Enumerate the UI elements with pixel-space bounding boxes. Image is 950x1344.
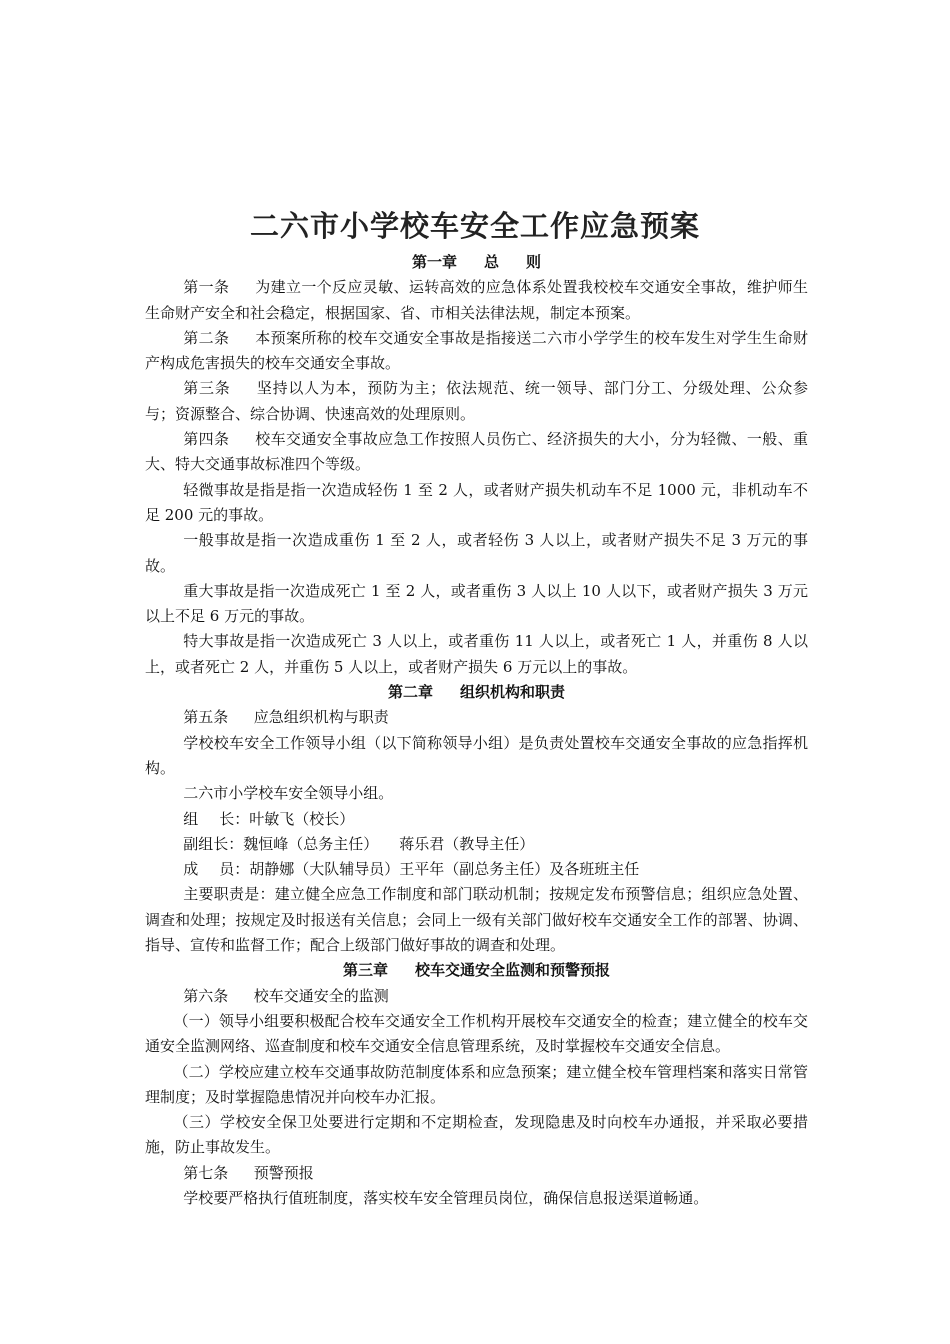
paragraph-leading-group: 学校校车安全工作领导小组（以下简称领导小组）是负责处置校车交通安全事故的应急指挥机构。 [145, 733, 808, 777]
members-line [145, 857, 808, 882]
article-7-label: 第七条 [183, 1163, 229, 1182]
article-6-text: 校车交通安全的监测 [253, 986, 389, 1005]
chapter-1-title-part1: 总 [483, 253, 499, 271]
vice-leader-line [145, 832, 808, 857]
group-leader-label-part2: 长： [219, 809, 250, 828]
group-leader-label-part1: 组 [183, 809, 199, 828]
paragraph-general-accident: 一般事故是指一次造成重伤 1 至 2 人，或者轻伤 3 人以上，或者财产损失不足 3 万元的事故。 [145, 531, 808, 575]
vice-leader-name-2: 蒋乐君（教导主任） [399, 834, 535, 853]
article-2-label: 第二条 [183, 328, 230, 347]
members-label-part2: 员： [219, 860, 250, 879]
article-7-text: 预警预报 [253, 1163, 314, 1182]
members-names: 胡静娜（大队辅导员）王平年（副总务主任）及各班班主任 [249, 860, 640, 879]
article-4 [145, 427, 808, 478]
article-2 [145, 326, 808, 377]
article-5-text: 应急组织机构与职责 [253, 708, 389, 727]
chapter-2-number: 第二章 [387, 683, 433, 702]
article-6 [145, 984, 808, 1009]
paragraph-leading-group-name: 二六市小学校车安全领导小组。 [183, 784, 394, 803]
paragraph-severe-accident: 特大事故是指一次造成死亡 3 人以上，或者重伤 11 人以上，或者死亡 1 人，并重伤 8 人以上，或者死亡 2 人，并重伤 5 人以上，或者财产损失 6 万元以上的事故。 [145, 632, 808, 676]
article-1-text: 为建立一个反应灵敏、运转高效的应急体系处置我校校车交通安全事故，维护师生生命财产安全和社会稳定，根据国家、省、市相关法律法规，制定本预案。 [145, 278, 808, 322]
paragraph-major-accident: 重大事故是指一次造成死亡 1 至 2 人，或者重伤 3 人以上 10 人以下，或者财产损失 3 万元以上不足 6 万元的事故。 [145, 581, 808, 626]
members-label-part1: 成 [183, 860, 199, 879]
paragraph-monitoring-2: （二）学校应建立校车交通事故防范制度体系和应急预案；建立健全校车管理档案和落实日常管理制度；及时掌握隐患情况并向校车办汇报。 [145, 1062, 808, 1106]
chapter-1-heading [145, 250, 808, 275]
group-leader-name: 叶敏飞（校长） [249, 809, 355, 828]
group-leader-line [145, 807, 808, 832]
paragraph-warning: 学校要严格执行值班制度，落实校车安全管理员岗位，确保信息报送渠道畅通。 [183, 1188, 709, 1207]
article-4-text: 校车交通安全事故应急工作按照人员伤亡、经济损失的大小，分为轻微、一般、重大、特大交通事故标准四个等级。 [145, 430, 808, 474]
document-title: 二六市小学校车安全工作应急预案 [249, 209, 700, 243]
chapter-2-heading [145, 680, 808, 705]
paragraph-main-duties: 主要职责是：建立健全应急工作制度和部门联动机制；按规定发布预警信息；组织应急处置、调查和处理；按规定及时报送有关信息；会同上一级有关部门做好校车交通安全工作的部署、协调、指导、宣传和监督工作；配合上级部门做好事故的调查和处理。 [145, 885, 808, 955]
document-body [145, 250, 808, 1211]
article-5 [145, 705, 808, 730]
article-3-label: 第三条 [183, 379, 231, 398]
article-5-label: 第五条 [183, 708, 229, 727]
chapter-1-title-part2: 则 [526, 253, 542, 271]
chapter-3-title: 校车交通安全监测和预警预报 [415, 961, 611, 980]
vice-leader-label: 副组长： [183, 834, 244, 853]
vice-leader-name-1: 魏恒峰（总务主任） [243, 834, 379, 853]
article-6-label: 第六条 [183, 986, 229, 1005]
chapter-2-title: 组织机构和职责 [460, 683, 566, 702]
paragraph-monitoring-3: （三）学校安全保卫处要进行定期和不定期检查，发现隐患及时向校车办通报，并采取必要措施，防止事故发生。 [145, 1113, 808, 1157]
paragraph-monitoring-1: （一）领导小组要积极配合校车交通安全工作机构开展校车交通安全的检查；建立健全的校车交通安全监测网络、巡查制度和校车交通安全信息管理系统，及时掌握校车交通安全信息。 [145, 1011, 808, 1056]
article-4-label: 第四条 [183, 430, 230, 449]
article-3-text: 坚持以人为本，预防为主；依法规范、统一领导、部门分工、分级处理、公众参与；资源整合、综合协调、快速高效的处理原则。 [145, 379, 808, 423]
chapter-3-number: 第三章 [342, 961, 388, 980]
article-1-label: 第一条 [183, 278, 230, 297]
article-1 [145, 275, 808, 326]
article-3 [145, 376, 808, 427]
article-2-text: 本预案所称的校车交通安全事故是指接送二六市小学学生的校车发生对学生生命财产构成危害损失的校车交通安全事故。 [145, 328, 808, 373]
chapter-1-number: 第一章 [411, 253, 457, 271]
paragraph-light-accident: 轻微事故是指是指一次造成轻伤 1 至 2 人，或者财产损失机动车不足 1000 元，非机动车不足 200 元的事故。 [145, 480, 808, 524]
chapter-3-heading [145, 958, 808, 983]
article-7 [145, 1161, 808, 1186]
